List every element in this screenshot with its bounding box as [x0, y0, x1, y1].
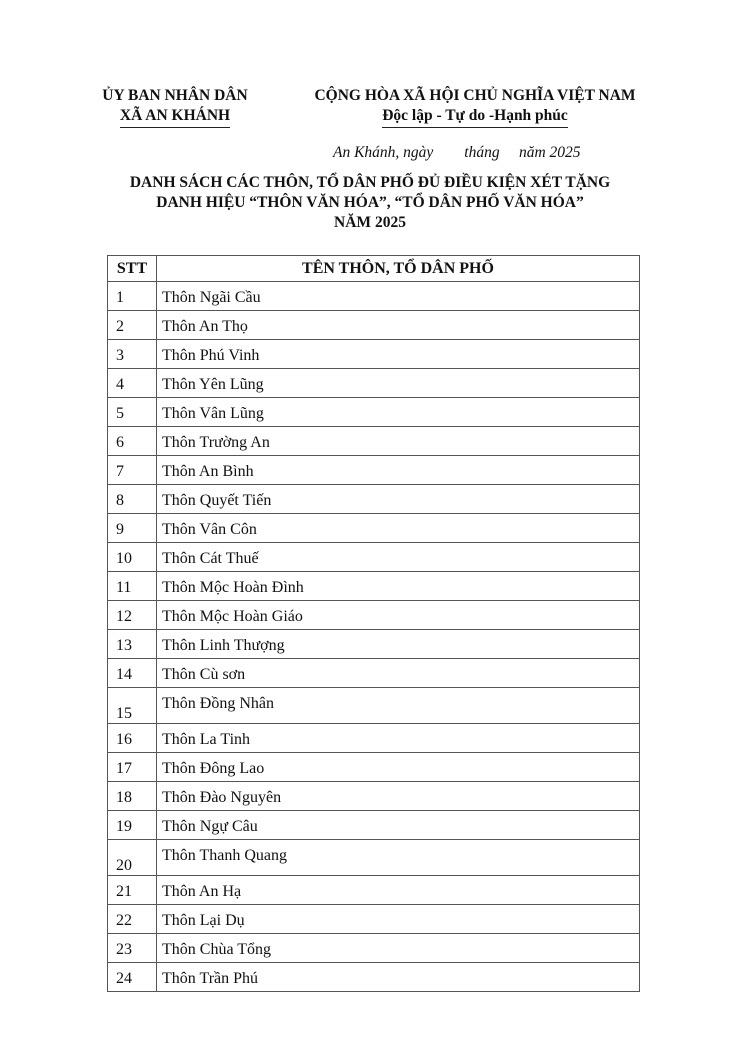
row-stt: 22 — [108, 905, 157, 934]
row-stt: 13 — [108, 630, 157, 659]
table-row — [108, 572, 640, 601]
row-stt: 20 — [108, 840, 157, 876]
row-village-name: Thôn Mộc Hoàn Đình — [157, 572, 640, 601]
row-village-name: Thôn La Tinh — [157, 724, 640, 753]
row-village-name: Thôn Cù sơn — [157, 659, 640, 688]
row-stt: 2 — [108, 311, 157, 340]
table-row — [108, 456, 640, 485]
row-stt: 21 — [108, 876, 157, 905]
agency-name: ỦY BAN NHÂN DÂN — [102, 87, 248, 104]
row-village-name: Thôn Ngãi Cầu — [157, 282, 640, 311]
row-village-name: Thôn Vân Lũng — [157, 398, 640, 427]
table-row — [108, 811, 640, 840]
row-village-name: Thôn Lại Dụ — [157, 905, 640, 934]
row-village-name: Thôn Phú Vinh — [157, 340, 640, 369]
row-stt: 19 — [108, 811, 157, 840]
table-row — [108, 905, 640, 934]
row-village-name: Thôn Đào Nguyên — [157, 782, 640, 811]
row-stt: 9 — [108, 514, 157, 543]
row-village-name: Thôn Trường An — [157, 427, 640, 456]
table-row — [108, 659, 640, 688]
row-stt: 6 — [108, 427, 157, 456]
table-row — [108, 840, 640, 876]
row-village-name: Thôn Trần Phú — [157, 963, 640, 992]
issuing-agency — [95, 86, 255, 128]
commune-name: XÃ AN KHÁNH — [120, 106, 230, 128]
table-row — [108, 688, 640, 724]
table-row — [108, 282, 640, 311]
row-village-name: Thôn Thanh Quang — [157, 840, 640, 876]
row-stt: 24 — [108, 963, 157, 992]
table-row — [108, 782, 640, 811]
row-village-name: Thôn Yên Lũng — [157, 369, 640, 398]
row-stt: 17 — [108, 753, 157, 782]
row-village-name: Thôn Mộc Hoàn Giáo — [157, 601, 640, 630]
table-row — [108, 398, 640, 427]
table-header-row — [108, 256, 640, 282]
row-stt: 18 — [108, 782, 157, 811]
row-stt: 10 — [108, 543, 157, 572]
table-row — [108, 724, 640, 753]
national-motto: Độc lập - Tự do -Hạnh phúc — [382, 106, 568, 128]
column-header-stt: STT — [108, 256, 157, 282]
table-row — [108, 485, 640, 514]
table-row — [108, 963, 640, 992]
row-stt: 4 — [108, 369, 157, 398]
row-stt: 16 — [108, 724, 157, 753]
document-title — [100, 173, 640, 233]
row-village-name: Thôn Linh Thượng — [157, 630, 640, 659]
table-row — [108, 630, 640, 659]
row-stt: 15 — [108, 688, 157, 724]
row-village-name: Thôn Vân Côn — [157, 514, 640, 543]
row-stt: 8 — [108, 485, 157, 514]
table-row — [108, 543, 640, 572]
row-village-name: Thôn Cát Thuế — [157, 543, 640, 572]
row-village-name: Thôn Đồng Nhân — [157, 688, 640, 724]
table-row — [108, 369, 640, 398]
table-row — [108, 753, 640, 782]
village-table — [107, 255, 640, 992]
row-stt: 12 — [108, 601, 157, 630]
table-row — [108, 427, 640, 456]
row-village-name: Thôn An Thọ — [157, 311, 640, 340]
row-village-name: Thôn Đông Lao — [157, 753, 640, 782]
dateline: An Khánh, ngày tháng năm 2025 — [333, 144, 581, 161]
title-line-2: DANH HIỆU “THÔN VĂN HÓA”, “TỔ DÂN PHỐ VĂN HÓA” — [156, 194, 584, 211]
title-line-1: DANH SÁCH CÁC THÔN, TỔ DÂN PHỐ ĐỦ ĐIỀU KIỆN XÉT TẶNG — [129, 174, 611, 191]
row-village-name: Thôn An Bình — [157, 456, 640, 485]
row-stt: 7 — [108, 456, 157, 485]
row-stt: 23 — [108, 934, 157, 963]
title-line-3: NĂM 2025 — [334, 214, 406, 231]
row-stt: 14 — [108, 659, 157, 688]
table-row — [108, 311, 640, 340]
row-stt: 5 — [108, 398, 157, 427]
table-row — [108, 876, 640, 905]
table-row — [108, 340, 640, 369]
row-stt: 1 — [108, 282, 157, 311]
row-village-name: Thôn Quyết Tiến — [157, 485, 640, 514]
row-stt: 11 — [108, 572, 157, 601]
column-header-name: TÊN THÔN, TỔ DÂN PHỐ — [157, 256, 640, 282]
national-header — [300, 86, 650, 128]
row-village-name: Thôn An Hạ — [157, 876, 640, 905]
table-row — [108, 934, 640, 963]
table-row — [108, 514, 640, 543]
table-row — [108, 601, 640, 630]
row-village-name: Thôn Ngự Câu — [157, 811, 640, 840]
country-name: CỘNG HÒA XÃ HỘI CHỦ NGHĨA VIỆT NAM — [314, 87, 636, 104]
row-stt: 3 — [108, 340, 157, 369]
table-body — [108, 282, 640, 992]
row-village-name: Thôn Chùa Tổng — [157, 934, 640, 963]
